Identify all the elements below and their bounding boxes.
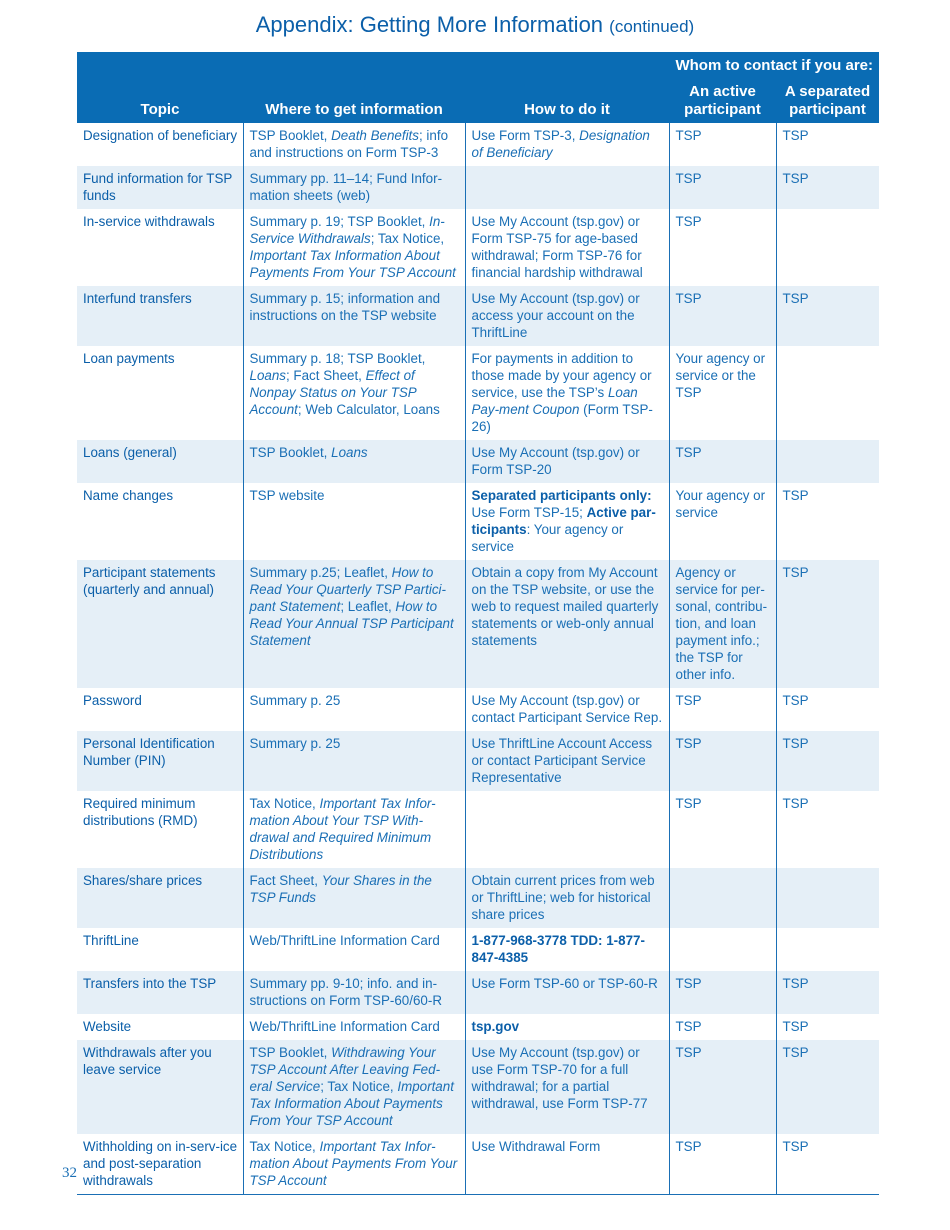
cell-topic: Loan payments [83,351,175,366]
header-row [77,77,879,123]
cell-where-text: In-Service Withdrawals [249,214,445,246]
super-header-row [77,52,879,77]
cell-active: Agency or service for per-sonal, contribu-tion, and loan payment info.; the TSP for other info. [669,560,776,688]
cell-active: TSP [669,209,776,286]
table-row [77,123,879,166]
cell-active: TSP [669,440,776,483]
cell-active: TSP [669,1040,776,1134]
cell-topic: Website [83,1019,132,1034]
cell-separated: TSP [776,166,879,209]
cell-where-text: Withdrawing Your TSP Account After Leaving Fed-eral Service [249,1045,441,1094]
cell-active: TSP [669,688,776,731]
cell-topic: Required minimum distributions (RMD) [83,796,198,828]
cell-where-text: Your Shares in the TSP Funds [249,873,432,905]
cell-how-text: (Form TSP-26) [471,402,653,434]
cell-where-text: How to Read Your Annual TSP Participant Statement [249,599,454,648]
cell-where-text: ; Leaflet, [340,599,396,614]
page-title-suffix: (continued) [609,17,695,36]
cell-how-text: Use Form TSP-3, [471,128,580,143]
cell-where-text: Summary p. 18; TSP Booklet, [249,351,426,366]
cell-topic: Password [83,693,142,708]
cell-where-text: Web/ThriftLine Information Card [249,933,440,948]
cell-how-text: Use ThriftLine Account Access or contact Participant Service Representative [471,736,653,785]
cell-how [465,1014,669,1040]
cell-where-text: Loans [331,445,368,460]
cell-where-text: Summary p. 25 [249,736,341,751]
cell-how-text: Use Form TSP-15; [471,505,587,520]
cell-where [243,346,465,440]
cell-separated [776,868,879,928]
cell-separated: TSP [776,971,879,1014]
cell-where-text: ; Tax Notice, [370,231,445,246]
cell-where-text: Summary p. 15; information and instructions on the TSP website [249,291,441,323]
cell-separated: TSP [776,1134,879,1195]
table-row [77,731,879,791]
cell-how [465,688,669,731]
cell-topic: In-service withdrawals [83,214,215,229]
cell-how-text: Use My Account (tsp.gov) or use Form TSP-70 for a full withdrawal; for a partial withdrawal, use Form TSP-77 [471,1045,648,1111]
cell-how-text: Obtain a copy from My Account on the TSP website, or use the web to request mailed quarterly statements or web-only annual statements [471,565,659,648]
cell-where-text: Effect of Nonpay Status on Your TSP Account [249,368,417,417]
cell-active: Your agency or service or the TSP [669,346,776,440]
cell-where-text: Important Tax Information About Payments From Your TSP Account [249,248,456,280]
cell-how-text: Loan Pay-ment Coupon [471,385,638,417]
table-row [77,286,879,346]
cell-how-text: Obtain current prices from web or ThriftLine; web for historical share prices [471,873,655,922]
cell-where-text: Web/ThriftLine Information Card [249,1019,440,1034]
cell-how [465,560,669,688]
cell-active: TSP [669,971,776,1014]
cell-how [465,166,669,209]
cell-separated [776,209,879,286]
cell-how [465,1040,669,1134]
cell-where [243,1014,465,1040]
table-row [77,440,879,483]
cell-where-text: Summary pp. 9-10; info. and in-structions on Form TSP-60/60-R [249,976,442,1008]
table-row [77,1040,879,1134]
table-row [77,971,879,1014]
cell-how [465,928,669,971]
cell-where-text: Important Tax Information About Payments From Your TSP Account [249,1079,454,1128]
cell-separated [776,928,879,971]
cell-topic: ThriftLine [83,933,139,948]
page-number: 32 [62,1165,77,1181]
cell-separated: TSP [776,791,879,868]
cell-separated [776,346,879,440]
cell-where [243,560,465,688]
cell-where-text: Fact Sheet, [249,873,322,888]
cell-active [669,868,776,928]
cell-where-text: Tax Notice, [249,1139,320,1154]
header-how: How to do it [465,77,669,123]
cell-separated: TSP [776,688,879,731]
cell-active: TSP [669,1014,776,1040]
cell-how [465,731,669,791]
cell-where-text: Summary p.25; Leaflet, [249,565,392,580]
cell-how [465,440,669,483]
cell-where-text: Summary p. 19; TSP Booklet, [249,214,430,229]
cell-where-text: TSP Booklet, [249,445,332,460]
cell-how-text: Designation of Beneficiary [471,128,650,160]
cell-where [243,483,465,560]
cell-where [243,1040,465,1134]
cell-where [243,209,465,286]
cell-how-text: Use Form TSP-60 or TSP-60-R [471,976,658,991]
table-row [77,1134,879,1195]
table-row [77,166,879,209]
cell-how [465,209,669,286]
table-row [77,483,879,560]
cell-active: TSP [669,286,776,346]
cell-how [465,971,669,1014]
cell-topic: Withholding on in-serv-ice and post-separation withdrawals [77,1134,243,1195]
cell-topic: Name changes [83,488,174,503]
table-row [77,209,879,286]
cell-active: TSP [669,731,776,791]
cell-topic: Interfund transfers [77,286,243,346]
cell-active: TSP [669,123,776,166]
cell-how-text: For payments in addition to those made by your agency or service, use the TSP’s [471,351,652,400]
cell-where-text: ; Fact Sheet, [285,368,366,383]
table-row [77,560,879,688]
cell-how-text: Active par-ticipants [471,505,656,537]
cell-where-text: Death Benefits [331,128,419,143]
cell-where-text: Tax Notice, [249,796,320,811]
cell-separated: TSP [776,286,879,346]
page-title [0,12,950,38]
table-body [77,123,879,1195]
cell-where-text: Summary p. 25 [249,693,341,708]
cell-topic: Transfers into the TSP [77,971,243,1014]
table-row [77,928,879,971]
page-title-text: Appendix: Getting More Information [255,12,604,37]
cell-active: TSP [669,1134,776,1195]
header-where: Where to get information [243,77,465,123]
cell-where [243,166,465,209]
cell-where [243,123,465,166]
cell-where [243,731,465,791]
header-separated: A separated participant [776,77,879,123]
cell-topic: Fund information for TSP funds [77,166,243,209]
cell-separated: TSP [776,483,879,560]
cell-where [243,440,465,483]
super-header: Whom to contact if you are: [77,52,879,77]
cell-where-text: ; Web Calculator, Loans [297,402,440,417]
cell-where [243,791,465,868]
cell-where-text: TSP website [249,488,325,503]
table-row [77,868,879,928]
table-row [77,688,879,731]
cell-topic: Loans (general) [77,440,243,483]
cell-where-text: TSP Booklet, [249,1045,332,1060]
cell-how [465,286,669,346]
cell-active: TSP [669,166,776,209]
cell-where [243,286,465,346]
cell-separated: TSP [776,123,879,166]
cell-how-text: Separated participants only: [471,488,652,503]
cell-how [465,346,669,440]
cell-how-text: Use My Account (tsp.gov) or Form TSP-75 for age-based withdrawal; Form TSP-76 for financial hardship withdrawal [471,214,643,280]
cell-separated: TSP [776,1040,879,1134]
cell-where-text: Summary pp. 11–14; Fund Infor-mation sheets (web) [249,171,443,203]
cell-topic: Withdrawals after you leave service [77,1040,243,1134]
header-topic: Topic [77,77,243,123]
cell-where [243,928,465,971]
table-row [77,791,879,868]
cell-how [465,868,669,928]
cell-separated: TSP [776,731,879,791]
cell-where-text: ; Tax Notice, [320,1079,398,1094]
contact-table [77,52,879,1195]
cell-how-text: Use Withdrawal Form [471,1139,601,1154]
cell-how-text: tsp.gov [471,1019,520,1034]
cell-where-text: How to Read Your Quarterly TSP Partici-pant Statement [249,565,446,614]
table-row [77,1014,879,1040]
cell-how-text: Use My Account (tsp.gov) or contact Participant Service Rep. [471,693,663,725]
cell-how [465,1134,669,1195]
cell-how [465,791,669,868]
cell-how-text: Use My Account (tsp.gov) or access your account on the ThriftLine [471,291,640,340]
cell-separated: TSP [776,560,879,688]
cell-how [465,483,669,560]
cell-where-text: TSP Booklet, [249,128,332,143]
cell-active: TSP [669,791,776,868]
cell-topic: Participant statements (quarterly and annual) [77,560,243,688]
cell-how-text: : Your agency or service [471,522,624,554]
cell-topic: Shares/share prices [77,868,243,928]
cell-topic: Designation of beneficiary [83,128,238,143]
cell-topic: Personal Identification Number (PIN) [77,731,243,791]
cell-where-text: Important Tax Infor-mation About Your TSP With-drawal and Required Minimum Distributions [249,796,436,862]
header-active: An active participant [669,77,776,123]
cell-where [243,971,465,1014]
cell-where [243,868,465,928]
table-row [77,346,879,440]
cell-where-text: Loans [249,368,286,383]
cell-active: Your agency or service [669,483,776,560]
cell-separated: TSP [776,1014,879,1040]
cell-where-text: Important Tax Infor-mation About Payments From Your TSP Account [249,1139,458,1188]
cell-how-text: 1-877-968-3778 TDD: 1-877-847-4385 [471,933,645,965]
cell-where [243,1134,465,1195]
cell-separated [776,440,879,483]
cell-where [243,688,465,731]
cell-where-text: ; info and instructions on Form TSP-3 [249,128,449,160]
cell-how-text: Use My Account (tsp.gov) or Form TSP-20 [471,445,640,477]
cell-how [465,123,669,166]
cell-active [669,928,776,971]
